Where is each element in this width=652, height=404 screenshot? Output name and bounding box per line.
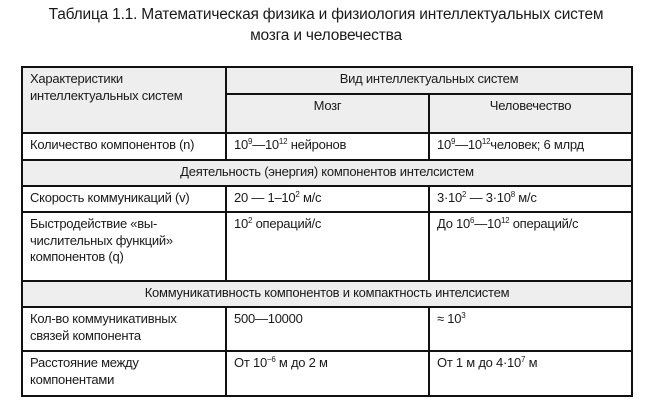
humanity-value-cell [429, 133, 632, 160]
row-label-line: числительных функций» [30, 232, 173, 248]
brain-value-cell [226, 212, 429, 281]
value-unit: человек; 6 млрд [490, 137, 584, 152]
comparison-table [21, 66, 633, 397]
row-label-cell [22, 186, 226, 212]
section-row-activity [22, 160, 632, 186]
section-title-cell [22, 281, 632, 307]
brain-value-cell [226, 351, 429, 396]
value-unit: м до 2 м [275, 355, 328, 370]
value-base: От 10 [234, 355, 267, 370]
row-label-cell [22, 133, 226, 160]
row-label-cell [22, 212, 226, 281]
value-exponent: 12 [278, 137, 288, 146]
row-label-line: Быстродействие «вы- [30, 216, 158, 231]
humanity-value-cell [429, 351, 632, 396]
value-exponent: 6 [470, 216, 475, 225]
row-label-cell [22, 307, 226, 351]
header-group-label: Вид интеллектуальных систем [339, 71, 519, 86]
value-base: —10 [474, 216, 501, 231]
value-unit: м [525, 355, 538, 370]
value-text: 500—10000 [234, 311, 303, 326]
header-brain-cell [226, 94, 429, 133]
value-exponent: 12 [500, 216, 510, 225]
section-title: Деятельность (энергия) компонентов интелсистем [180, 164, 474, 179]
row-label-line: Кол-во коммуникативных [30, 311, 177, 326]
row-label-line: связей компонента [30, 327, 141, 343]
value-base: 10 [437, 137, 451, 152]
value-exponent: 9 [248, 137, 253, 146]
section-row-communicativeness [22, 281, 632, 307]
header-humanity-cell [429, 94, 632, 133]
header-brain: Мозг [313, 98, 342, 113]
value-unit: м/с [514, 190, 537, 205]
value-exponent: 9 [450, 137, 456, 146]
value-base: ≈ 10 [437, 311, 462, 326]
value-exponent: 8 [510, 190, 515, 199]
row-label: Скорость коммуникаций (v) [30, 190, 190, 205]
humanity-value-cell [429, 186, 632, 212]
table-row-distance [22, 351, 632, 396]
humanity-value-cell [429, 307, 632, 351]
value-exponent: 2 [295, 190, 300, 199]
row-label-line: компонентами [30, 371, 115, 387]
value-exponent: 3 [461, 311, 466, 320]
table-row-communication-speed [22, 186, 632, 212]
value-unit: операций/с [509, 216, 579, 231]
brain-value-cell [226, 307, 429, 351]
header-characteristics-cell [22, 67, 226, 133]
brain-value-cell [226, 186, 429, 212]
value-base: От 1 м до 4·10 [437, 355, 522, 370]
value-base: —10 [252, 137, 279, 152]
humanity-value-cell [429, 212, 632, 281]
section-title-cell [22, 160, 632, 186]
value-exponent: 2 [462, 190, 467, 199]
caption-line-2: мозга и человечества [250, 27, 402, 44]
value-exponent: 7 [521, 355, 526, 364]
value-exponent: 12 [481, 137, 491, 146]
header-group-cell [226, 67, 632, 94]
value-base: — 3·10 [466, 190, 511, 205]
table-caption [0, 4, 652, 46]
value-base: 20 — 1–10 [234, 190, 296, 205]
row-label: Количество компонентов (n) [30, 137, 195, 152]
value-base: 10 [234, 216, 248, 231]
header-characteristics: Характеристики интеллектуальных систем [30, 71, 183, 103]
caption-line-1: Таблица 1.1. Математическая физика и физиология интеллектуальных систем [48, 6, 604, 23]
table-row-communication-links [22, 307, 632, 351]
header-humanity: Человечество [489, 98, 572, 113]
row-label-line: Расстояние между [30, 355, 139, 370]
header-row [22, 67, 632, 94]
table-row-component-count [22, 133, 632, 160]
row-label-line: компонентов (q) [30, 249, 124, 264]
value-unit: нейронов [287, 137, 347, 152]
value-unit: операций/с [252, 216, 322, 231]
value-base: До 10 [437, 216, 471, 231]
brain-value-cell [226, 133, 429, 160]
value-base: 10 [234, 137, 248, 152]
value-exponent: 2 [248, 216, 253, 225]
value-unit: м/с [299, 190, 322, 205]
table-row-performance [22, 212, 632, 281]
row-label-cell [22, 351, 226, 396]
value-base: —10 [455, 137, 482, 152]
section-title: Коммуникативность компонентов и компактность интелсистем [144, 285, 510, 300]
value-exponent: −6 [266, 355, 276, 364]
value-base: 3·10 [437, 190, 463, 205]
